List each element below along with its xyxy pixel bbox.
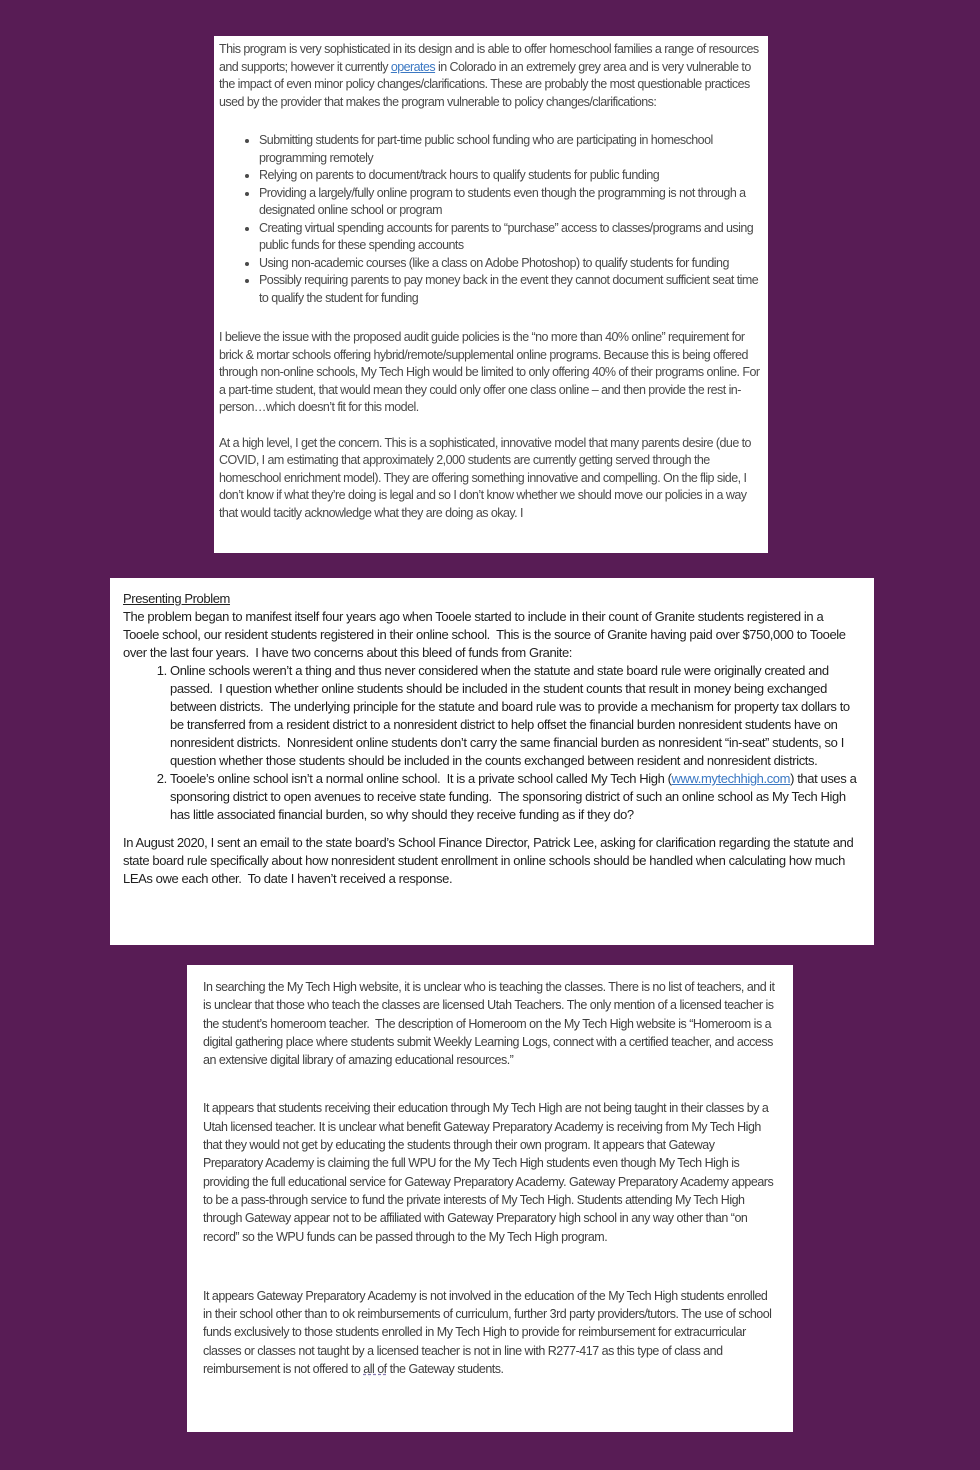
paragraph: In searching the My Tech High website, it is unclear who is teaching the classes. There is no list of teachers, and it is unclear that those who teach the classes are licensed Utah Teachers. The only mention of a licensed teacher is the student’s homeroom teacher. The description of Homeroom on the My Tech High website is “Homeroom is a digital gathering place where students submit Weekly Learning Logs, connect with a certified teacher, and access an extensive digital library of amazing educational resources.” <box>203 980 778 1068</box>
questionable-practices-list <box>219 132 760 307</box>
mytechhigh-link[interactable]: www.mytechhigh.com <box>671 771 791 786</box>
paragraph-text: This program is very sophisticated in its design and is able to offer homeschool families a range of resources and supports; however it currently <box>219 42 762 74</box>
paragraph: It appears that students receiving their education through My Tech High are not being taught in their classes by a Utah licensed teacher. It is unclear what benefit Gateway Preparatory Academy is receiving from My Tech High that they would not get by educating the students through their own program. It appears that Gateway Preparatory Academy is claiming the full WPU for the My Tech High students even though My Tech High is providing the full educational service for Gateway Preparatory Academy. Gateway Preparatory Academy appears to be a pass-through service to fund the private interests of My Tech High. Students attending My Tech High through Gateway appear not to be affiliated with Gateway Preparatory high school in any way other than “on record” so the WPU funds can be passed through to the My Tech High program. <box>203 1101 777 1244</box>
concerns-list <box>123 662 858 824</box>
list-item: • Possibly requiring parents to pay money back in the event they cannot document sufficient seat time to qualify the student for funding <box>259 272 760 307</box>
paragraph-text: It appears Gateway Preparatory Academy is not involved in the education of the My Tech High students enrolled in their school other than to ok reimbursements of curriculum, further 3rd party providers/tutors. The use of school funds exclusively to those students enrolled in My Tech High to provide for reimbursement for extracurricular classes or classes not taught by a licensed teacher is not in line with R277-417 as this type of class and reimbursement is not offered to <box>203 1288 775 1377</box>
paragraph <box>203 1287 777 1378</box>
paragraph: At a high level, I get the concern. This is a sophisticated, innovative model that many parents desire (due to COVID, I am estimating that approximately 2,000 students are currently getting served through the homeschool enrichment model). They are offering something innovative and compelling. On the flip side, I don’t know if what they’re doing is legal and so I don’t know whether we should move our policies in a way that would tacitly acknowledge what they are doing as okay. I <box>219 435 754 520</box>
list-item <box>170 770 858 824</box>
list-item: • Relying on parents to document/track hours to qualify students for public funding <box>259 167 760 185</box>
list-item: • Submitting students for part-time public school funding who are participating in homeschool programming remotely <box>259 132 760 167</box>
operates-link[interactable]: operates <box>390 59 436 74</box>
list-item: • Using non-academic courses (like a class on Adobe Photoshop) to qualify students for funding <box>259 255 760 273</box>
paragraph-text: the Gateway students. <box>386 1362 504 1377</box>
paragraph-text: Tooele’s online school isn’t a normal online school. It is a private school called My Tech High ( <box>170 771 672 786</box>
section-heading: Presenting Problem <box>123 591 230 606</box>
list-item: • Providing a largely/fully online program to students even though the programming is not through a designated online school or program <box>259 185 760 220</box>
document-excerpt-top <box>214 36 768 553</box>
paragraph: The problem began to manifest itself four years ago when Tooele started to include in their count of Granite students registered in a Tooele school, our resident students registered in their online school. This is the source of Granite having paid over $750,000 to Tooele over the last four years. I have two concerns about this bleed of funds from Granite: <box>123 609 849 660</box>
list-item: 1. Online schools weren’t a thing and thus never considered when the statute and state board rule were originally created and passed. I question whether online students should be included in the student counts that result in money being exchanged between districts. The underlying principle for the statute and board rule was to provide a mechanism for property tax dollars to be transferred from a resident district to a nonresident district to help offset the financial burden nonresident students have on nonresident districts. Nonresident online students don’t carry the same financial burden as nonresident “in-seat” students, so I question whether those students should be included in the counts exchanged between resident and nonresident districts. <box>170 662 858 770</box>
paragraph-text: ) that uses a sponsoring district to open avenues to receive state funding. The sponsoring district of such an online school as My Tech High has little associated financial burden, so why should they receive funding as if they do? <box>170 771 860 822</box>
paragraph <box>219 41 760 111</box>
document-excerpt-middle <box>110 578 874 945</box>
paragraph-text: in Colorado in an extremely grey area and is very vulnerable to the impact of even minor policy changes/clarifications. These are probably the most questionable practices used by the provider that makes the program vulnerable to policy changes/clarifications: <box>219 59 754 109</box>
list-item: • Creating virtual spending accounts for parents to “purchase” access to classes/programs and using public funds for these spending accounts <box>259 220 760 255</box>
paragraph: In August 2020, I sent an email to the state board’s School Finance Director, Patrick Lee, asking for clarification regarding the statute and state board rule specifically about how nonresident student enrollment in online schools should be handled when calculating how much LEAs owe each other. To date I haven’t received a response. <box>123 835 857 886</box>
grammar-suggestion-text: all of <box>363 1362 387 1377</box>
document-excerpt-bottom <box>187 965 793 1432</box>
paragraph: I believe the issue with the proposed audit guide policies is the “no more than 40% online” requirement for brick & mortar schools offering hybrid/remote/supplemental online programs. Because this is being offered through non-online schools, My Tech High would be limited to only offering 40% of their programs online. For a part-time student, that would mean they could only offer one class online – and then provide the rest in-person…which doesn’t fit for this model. <box>219 330 763 414</box>
